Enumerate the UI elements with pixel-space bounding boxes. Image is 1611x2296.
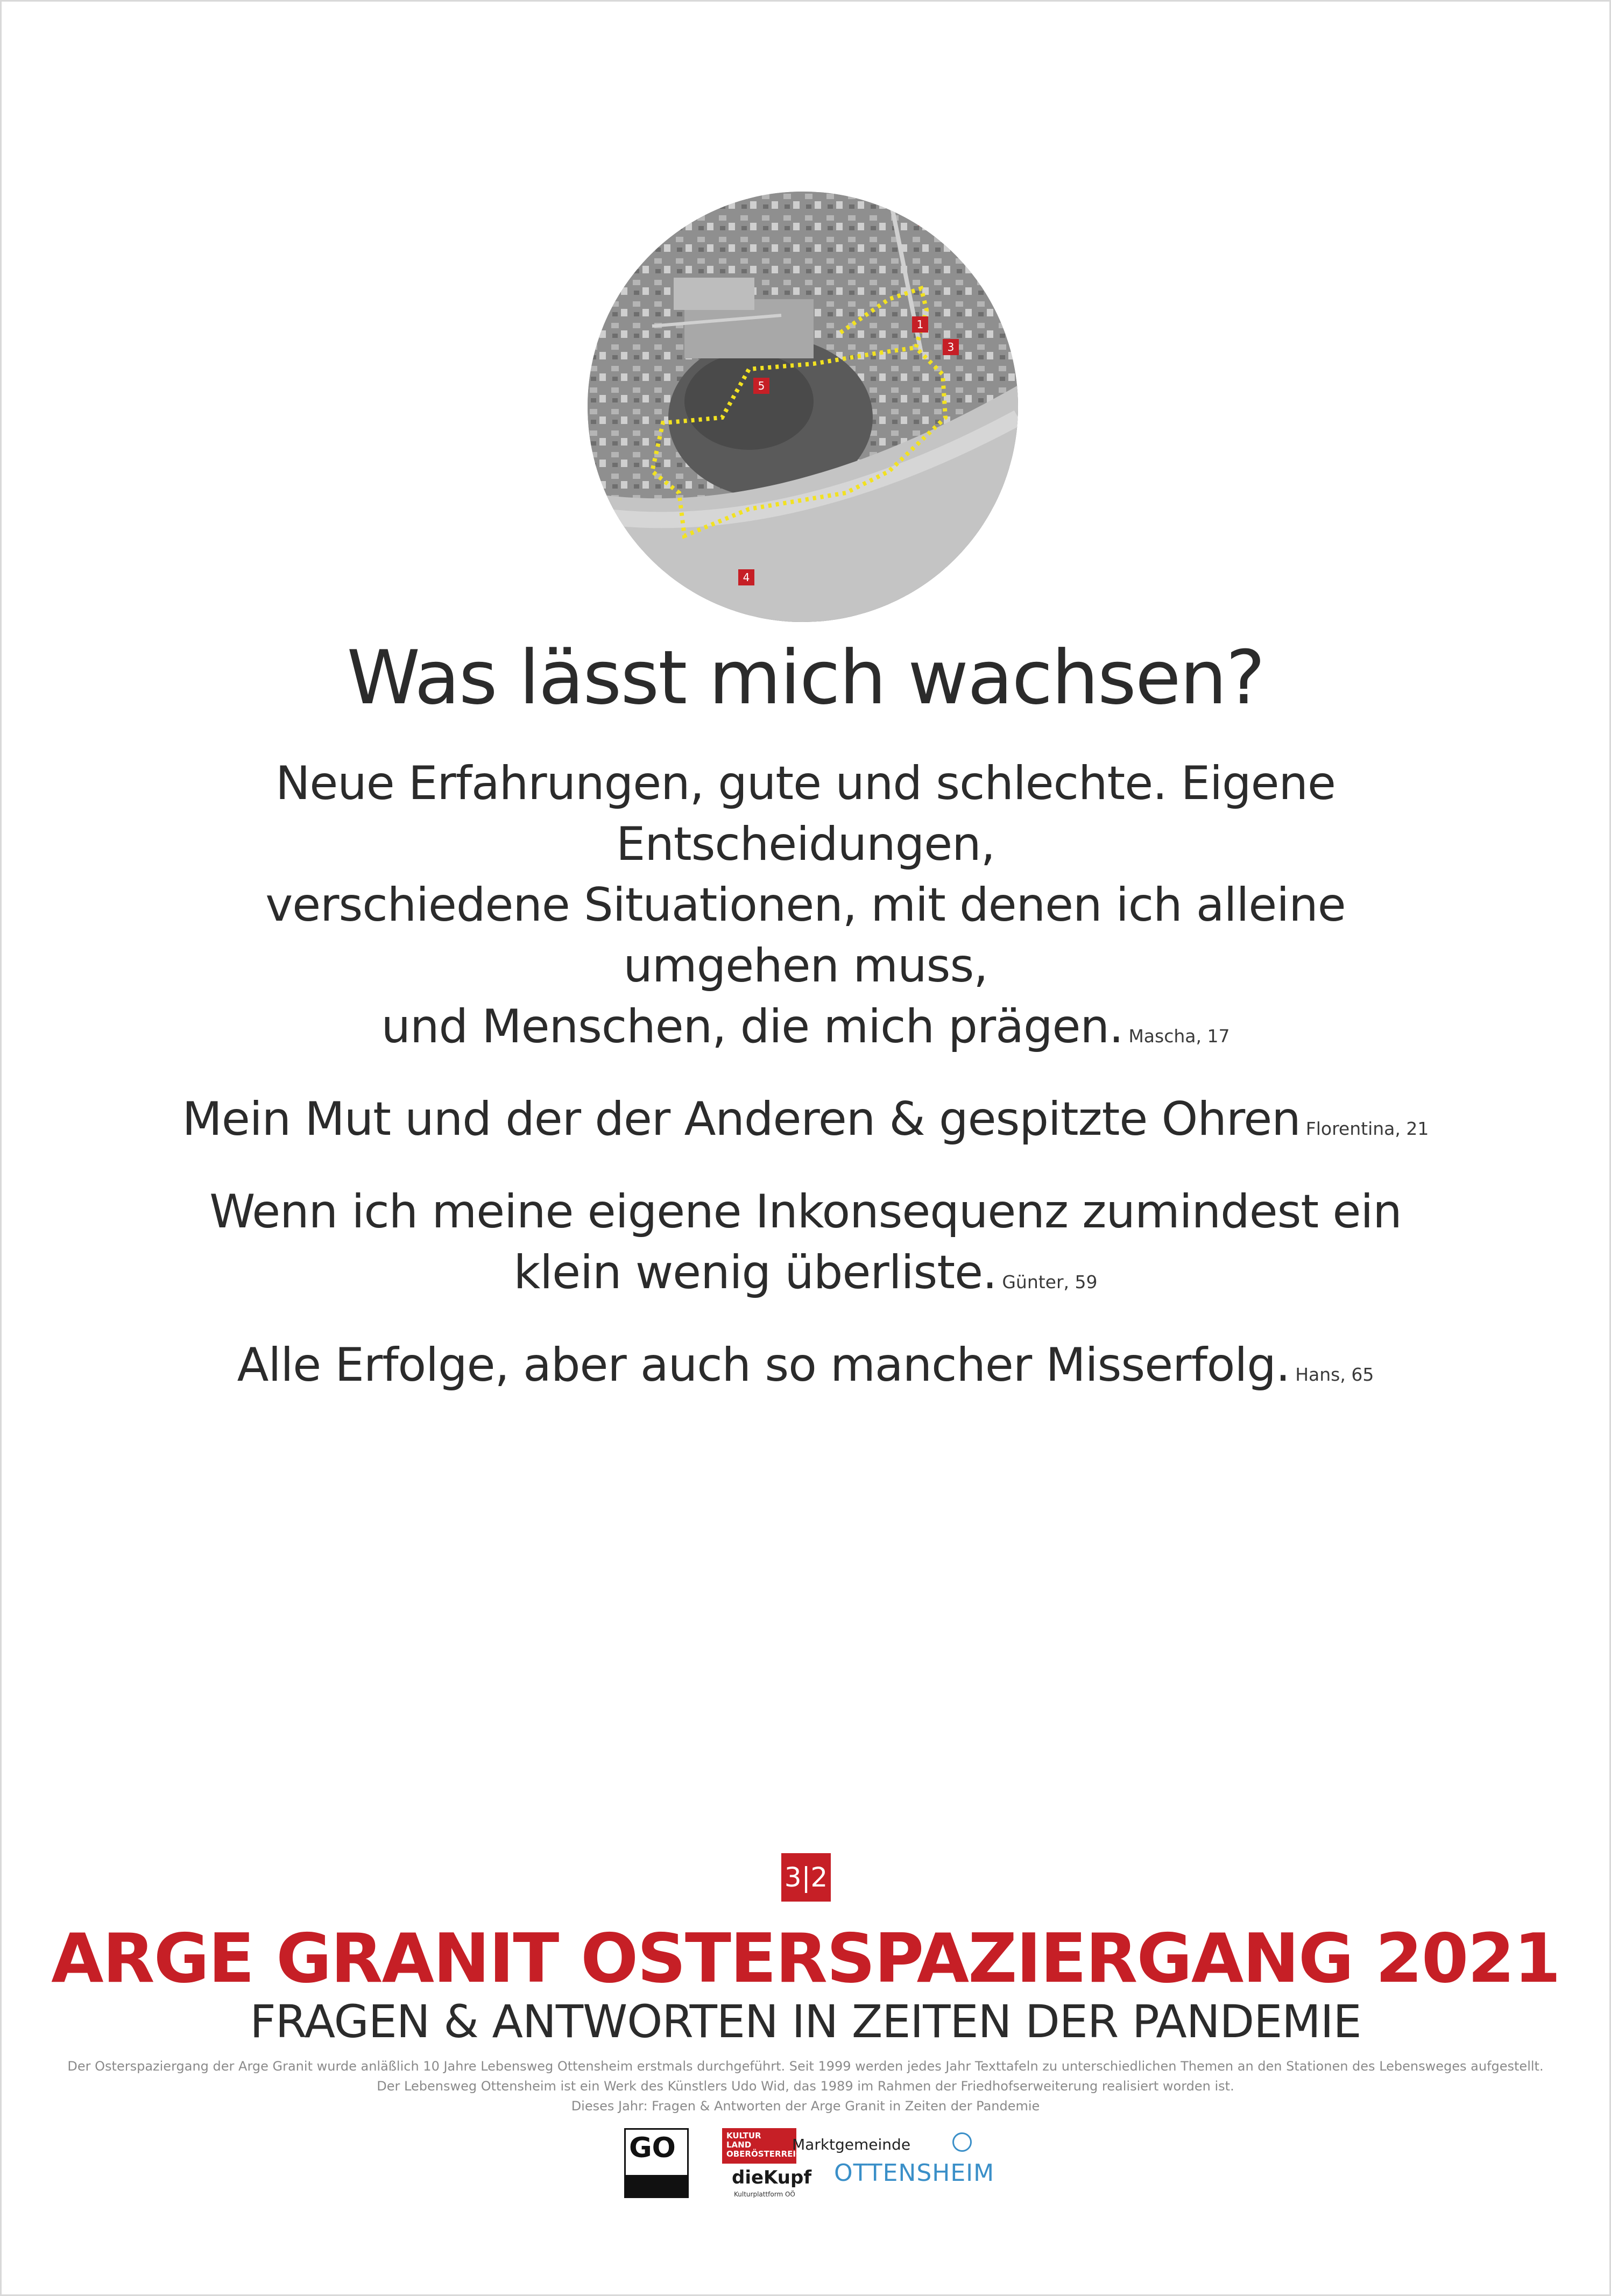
page-title: Was lässt mich wachsen? — [347, 634, 1264, 721]
map-marker-5: 5 — [753, 378, 769, 394]
aerial-map — [588, 192, 1018, 622]
event-title: ARGE GRANIT OSTERSPAZIERGANG 2021 — [51, 1919, 1560, 1998]
map-marker-2: 2 — [918, 210, 935, 226]
marktgemeinde-label: Marktgemeinde — [792, 2136, 911, 2153]
quote-line: Mein Mut und der der Anderen & gespitzte Ohren — [182, 1092, 1301, 1146]
quote-line: Wenn ich meine eigene Inkonsequenz zumindest ein — [209, 1185, 1402, 1239]
quote-author: Mascha, 17 — [1128, 1026, 1230, 1047]
quote-author: Florentina, 21 — [1305, 1118, 1429, 1139]
quote-3 — [161, 1182, 1450, 1312]
fine-print — [0, 2057, 1611, 2116]
ottensheim-star-icon — [952, 2132, 972, 2152]
quote-line: klein wenig überliste. — [513, 1246, 997, 1299]
ottensheim-logo: OTTENSHEIM — [834, 2159, 995, 2187]
kupf-logo: dieKupf — [732, 2167, 812, 2188]
quote-author: Günter, 59 — [1002, 1271, 1098, 1292]
map-marker-1: 1 — [912, 316, 928, 333]
go-logo-text: GO — [629, 2132, 676, 2164]
quote-line: und Menschen, die mich prägen. — [381, 1000, 1124, 1054]
map-marker-4: 4 — [738, 569, 754, 585]
kupf-logo-subtitle: Kulturplattform OÖ — [734, 2191, 795, 2198]
fine-print-line: Dieses Jahr: Fragen & Antworten der Arge Granit in Zeiten der Pandemie — [571, 2099, 1040, 2114]
station-badge: 3|2 — [781, 1853, 831, 1902]
quote-4 — [161, 1335, 1450, 1405]
go-logo-bar — [626, 2175, 687, 2196]
quote-2 — [161, 1089, 1450, 1159]
quote-line: Neue Erfahrungen, gute und schlechte. Eigene Entscheidungen, — [275, 757, 1336, 871]
event-subtitle: FRAGEN & ANTWORTEN IN ZEITEN DER PANDEMIE — [250, 1995, 1361, 2048]
aerial-map-image — [588, 192, 1018, 622]
kulturland-logo-text: LAND — [726, 2140, 752, 2150]
kulturland-logo-text: OBERÖSTERREICH — [726, 2149, 809, 2159]
quote-line: verschiedene Situationen, mit denen ich alleine umgehen muss, — [265, 878, 1346, 993]
fine-print-line: Der Osterspaziergang der Arge Granit wurde anläßlich 10 Jahre Lebensweg Ottensheim erstmals durchgeführt. Seit 1999 werden jedes Jahr Texttafeln zu unterschiedlichen Themen an den Stationen des Lebensweges aufgestellt. — [67, 2059, 1544, 2074]
quote-1 — [161, 753, 1450, 1066]
quote-line: Alle Erfolge, aber auch so mancher Misserfolg. — [237, 1338, 1290, 1392]
quotes-list — [161, 753, 1450, 1428]
kulturland-logo-text: KULTUR — [726, 2131, 761, 2140]
quote-author: Hans, 65 — [1295, 1364, 1374, 1385]
fine-print-line: Der Lebensweg Ottensheim ist ein Werk des Künstlers Udo Wid, das 1989 im Rahmen der Friedhofserweiterung realisiert worden ist. — [377, 2079, 1234, 2094]
map-marker-3: 3 — [943, 339, 959, 355]
sponsor-logos — [624, 2128, 1001, 2203]
go-logo — [624, 2128, 689, 2198]
kulturland-logo — [722, 2128, 809, 2164]
